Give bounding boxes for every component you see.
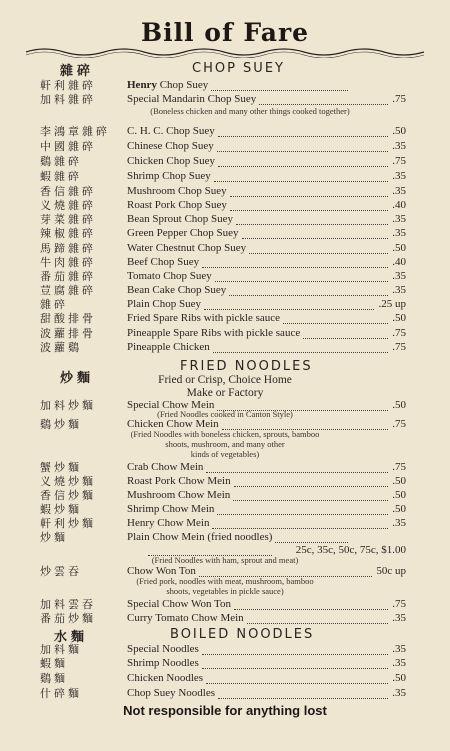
fried-noodles-chinese-heading: 炒麵 [60,371,95,386]
chicken-chow-mein-note-3: kinds of vegetables) [190,449,260,459]
menu-item [0,256,450,269]
menu-item-name-rest: Chop Suey [156,79,209,91]
menu-item-price: .50 [392,312,406,324]
menu-item-name: Chicken Chow Mein [127,418,219,430]
menu-item-price: .75 [392,327,406,339]
menu-item-name: Henry Chow Mein [127,517,210,529]
menu-item [0,643,450,656]
menu-item-chinese-name: 軒利雜碎 [40,79,96,92]
dot-leader [247,614,388,624]
plain-chow-mein-prices: 25c, 35c, 50c, 75c, $1.00 [295,544,406,556]
dot-leader [202,258,388,268]
dot-leader [218,157,388,167]
menu-item-name: Mushroom Chow Mein [127,489,231,501]
menu-item [0,657,450,670]
menu-item [0,687,450,700]
menu-item-price: .40 [392,256,406,268]
menu-item [0,531,450,544]
chop-suey-mandarin-note: (Boneless chicken and many other things cooked together) [150,106,350,116]
menu-item-name: Special Noodles [127,643,199,655]
menu-item-price: .50 [392,489,406,501]
chicken-chow-mein-note-1: (Fried Noodles with boneless chicken, sprouts, bamboo [130,429,320,439]
dot-leader [206,463,388,473]
menu-item-name: Roast Pork Chow Mein [127,475,231,487]
page-title: Bill of Fare [140,18,310,47]
menu-item-chinese-name: 加料雲吞 [40,598,96,611]
menu-item-chinese-name: 芽菜雜碎 [40,213,96,226]
menu-item-price: .35 [392,170,406,182]
fried-noodles-heading: FRIED NOODLES [180,359,313,374]
menu-item-name: Bean Sprout Chop Suey [127,213,234,225]
menu-item [0,155,450,168]
menu-item-name: Shrimp Chop Suey [127,170,211,182]
menu-item-name: Special Mandarin Chop Suey [127,93,257,105]
dot-leader [218,127,389,137]
menu-item-price: .35 [392,270,406,282]
menu-item-chinese-name: 軒利炒麵 [40,517,96,530]
menu-item-name: Water Chestnut Chop Suey [127,242,247,254]
menu-item-chinese-name: 番茄炒麵 [40,612,96,625]
chicken-chow-mein-note-2: shoots, mushroom, and many other [165,439,285,449]
menu-item [0,93,450,106]
menu-item-name: Pineapple Chicken [127,341,210,353]
menu-item-name: Roast Pork Chop Suey [127,199,227,211]
menu-item-chinese-name: 炒雲吞 [40,565,82,578]
menu-item-name: Beef Chop Suey [127,256,200,268]
menu-item-price: .35 [392,612,406,624]
menu-item-chinese-name: 鷄麵 [40,672,68,685]
menu-item-chinese-name: 香信雜碎 [40,185,96,198]
menu-item-price: .35 [392,687,406,699]
menu-item-name: Chop Suey Noodles [127,687,215,699]
menu-item-price: .35 [392,140,406,152]
special-chow-mein-note: (Fried Noodles cooked in Canton Style) [157,409,293,419]
menu-item-price: .50 [392,672,406,684]
menu-item-chinese-name: 义燒雜碎 [40,199,96,212]
menu-item [0,125,450,138]
menu-item-chinese-name: 鷄雜碎 [40,155,82,168]
menu-item-name: Plain Chop Suey [127,298,201,310]
dot-leader [234,600,388,610]
menu-item [0,489,450,502]
menu-item-name: C. H. C. Chop Suey [127,125,215,137]
dot-leader [211,81,348,91]
menu-item-chinese-name: 李鴻章雜碎 [40,125,110,138]
menu-item-name: Chow Won Ton [127,565,196,577]
chop-suey-heading: CHOP SUEY [192,61,285,76]
menu-item-chinese-name: 蟹炒麵 [40,461,82,474]
menu-item-chinese-name: 鷄炒麵 [40,418,82,431]
dot-leader [275,533,348,543]
menu-item-chinese-name: 什碎麵 [40,687,82,700]
menu-item-name: Green Pepper Chop Suey [127,227,239,239]
menu-item-name-bold: Henry [127,79,157,91]
fried-noodles-subtitle-1: Fried or Crisp, Choice Home [158,374,292,386]
menu-item-name: Curry Tomato Chow Mein [127,612,244,624]
won-ton-note-1: (Fried pork, noodles with meat, mushroom, bamboo [136,576,314,586]
menu-item-price: .35 [392,657,406,669]
menu-item-price: .35 [392,517,406,529]
menu-item-price: .50 [392,242,406,254]
dot-leader [242,229,389,239]
menu-item-chinese-name: 香信炒麵 [40,489,96,502]
menu-item [0,341,450,354]
dot-leader [212,519,388,529]
menu-item-chinese-name: 中國雜碎 [40,140,96,153]
menu-item-name [127,79,208,92]
menu-item-name: Fried Spare Ribs with pickle sauce [127,312,281,324]
menu-item [0,672,450,685]
menu-item-name: Plain Chow Mein (fried noodles) [127,531,273,543]
dot-leader [229,286,388,296]
menu-item-price: .35 [392,185,406,197]
menu-item-chinese-name: 雜碎 [40,298,68,311]
menu-item-chinese-name: 加料炒麵 [40,399,96,412]
boiled-noodles-chinese-heading: 水麵 [54,630,89,645]
menu-item [0,185,450,198]
menu-item-name: Shrimp Noodles [127,657,199,669]
menu-item [0,327,450,340]
menu-item [0,475,450,488]
dot-leader [214,172,389,182]
menu-item-name: Chicken Chop Suey [127,155,215,167]
menu-item-chinese-name: 波蘿排骨 [40,327,96,340]
menu-item-price: .50 [392,503,406,515]
dot-leader [202,659,388,669]
menu-item-price: .25 up [378,298,406,310]
menu-item-chinese-name: 炒麵 [40,531,68,544]
menu-item [0,270,450,283]
menu-item [0,170,450,183]
menu-item-chinese-name: 加料雜碎 [40,93,96,106]
dot-leader [217,505,388,515]
menu-item [0,503,450,516]
menu-item-price: .50 [392,475,406,487]
menu-item-name: Pineapple Spare Ribs with pickle sauce [127,327,301,339]
menu-item-name: Special Chow Mein [127,399,215,411]
menu-item-price: .35 [392,227,406,239]
menu-item [0,140,450,153]
menu-item [0,298,450,311]
menu-item [0,598,450,611]
dot-leader [213,343,388,353]
menu-item-chinese-name: 牛肉雜碎 [40,256,96,269]
menu-item [0,227,450,240]
menu-item-price: .75 [392,461,406,473]
footer-disclaimer: Not responsible for anything lost [123,703,327,718]
dot-leader [249,244,388,254]
menu-item-price: .50 [392,399,406,411]
menu-item-price: 50c up [376,565,406,577]
menu-item-price: .35 [392,643,406,655]
dot-leader [236,215,388,225]
menu-item-name: Bean Cake Chop Suey [127,284,227,296]
menu-item-name: Chicken Noodles [127,672,204,684]
menu-item-chinese-name: 义燒炒麵 [40,475,96,488]
boiled-noodles-heading: BOILED NOODLES [170,627,315,642]
menu-item [0,213,450,226]
menu-item-chinese-name: 蝦麵 [40,657,68,670]
menu-item-price: .40 [392,199,406,211]
menu-item [0,461,450,474]
menu-item-name: Tomato Chop Suey [127,270,212,282]
menu-item-chinese-name: 蝦雜碎 [40,170,82,183]
dot-leader [206,674,388,684]
menu-item-name: Shrimp Chow Mein [127,503,215,515]
menu-item-name: Chinese Chop Suey [127,140,214,152]
menu-item-chinese-name: 辣椒雜碎 [40,227,96,240]
menu-item [0,612,450,625]
menu-item-chinese-name: 番茄雜碎 [40,270,96,283]
dot-leader [303,329,388,339]
dot-leader [259,95,388,105]
menu-item-price: .75 [392,93,406,105]
dot-leader [204,300,375,310]
menu-item-chinese-name: 蝦炒麵 [40,503,82,516]
menu-item-chinese-name: 加料麵 [40,643,82,656]
dot-leader [202,645,388,655]
menu-item-price: .35 [392,284,406,296]
menu-item-chinese-name: 甜酸排骨 [40,312,96,325]
menu-item-price: .75 [392,341,406,353]
menu-item-chinese-name: 波蘿鷄 [40,341,82,354]
menu-item-price: .50 [392,125,406,137]
dot-leader [230,201,388,211]
dot-leader [234,477,389,487]
menu-item-name: Mushroom Chop Suey [127,185,227,197]
menu-item [0,517,450,530]
menu-item-name: Special Chow Won Ton [127,598,231,610]
dot-leader [217,142,388,152]
menu-item-price: .75 [392,598,406,610]
menu-item-price: .75 [392,418,406,430]
won-ton-note-2: shoots, vegetables in pickle sauce) [166,586,284,596]
chop-suey-chinese-heading: 雜碎 [60,64,95,79]
dot-leader [233,491,388,501]
menu-item [0,312,450,325]
menu-item-name: Crab Chow Mein [127,461,204,473]
menu-item-chinese-name: 荳腐雜碎 [40,284,96,297]
menu-item-chinese-name: 馬蹄雜碎 [40,242,96,255]
dot-leader [215,272,388,282]
dot-leader [230,187,389,197]
dot-leader [218,689,388,699]
menu-item-price: .75 [392,155,406,167]
menu-item [0,199,450,212]
fried-noodles-subtitle-2: Make or Factory [186,387,264,399]
title-flourish [24,44,426,58]
menu-item [0,79,450,92]
plain-chow-mein-note: (Fried Noodles with ham, sprout and meat) [151,555,299,565]
dot-leader [283,314,388,324]
menu-item [0,284,450,297]
menu-item [0,242,450,255]
menu-item-price: .35 [392,213,406,225]
